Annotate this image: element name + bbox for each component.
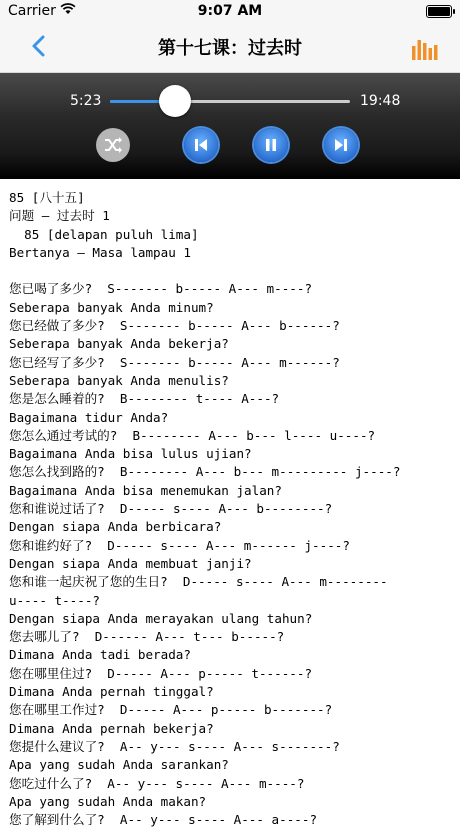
text-line: 您和谁说过话了? D----- s---- A--- b--------? xyxy=(9,501,333,517)
text-line: Seberapa banyak Anda minum? xyxy=(9,299,214,315)
text-line: Dengan siapa Anda berbicara? xyxy=(9,519,222,535)
page-title: 第十七课：过去时 xyxy=(158,38,302,59)
text-line: 您怎么找到路的? B-------- A--- b--- m--------- j----? xyxy=(9,464,401,480)
text-line: Bagaimana Anda bisa menemukan jalan? xyxy=(9,482,282,498)
next-button[interactable] xyxy=(324,128,358,162)
text-line: 您去哪儿了? D------ A--- t--- b-----? xyxy=(9,629,285,645)
audio-player xyxy=(0,73,460,179)
skip-back-icon xyxy=(184,128,218,162)
text-line: 您和谁约好了? D----- s---- A--- m------ j----? xyxy=(9,537,350,553)
current-time: 5:23 xyxy=(70,93,102,109)
text-line: 您已经写了多少? S------- b----- A--- m------? xyxy=(9,354,340,370)
text-line xyxy=(9,262,451,280)
carrier-label: Carrier xyxy=(8,3,56,19)
battery-icon xyxy=(426,5,452,18)
text-line: Dengan siapa Anda membuat janji? xyxy=(9,555,252,571)
bars-icon[interactable] xyxy=(412,38,438,60)
slider-thumb[interactable] xyxy=(159,85,191,117)
total-time: 19:48 xyxy=(360,93,401,109)
text-line: 您是怎么睡着的? B-------- t---- A---? xyxy=(9,391,280,407)
skip-forward-icon xyxy=(324,128,358,162)
text-line: Bagaimana Anda bisa lulus ujian? xyxy=(9,446,252,462)
text-line: Dimana Anda pernah tinggal? xyxy=(9,684,214,700)
text-line: Apa yang sudah Anda makan? xyxy=(9,793,207,809)
text-line: Apa yang sudah Anda sarankan? xyxy=(9,757,229,773)
text-line: 您怎么通过考试的? B-------- A--- b--- l---- u----? xyxy=(9,427,376,443)
previous-button[interactable] xyxy=(184,128,218,162)
status-time: 9:07 AM xyxy=(197,3,263,19)
text-line: 您了解到什么了? A-- y--- s---- A--- a----? xyxy=(9,812,318,828)
shuffle-icon xyxy=(96,128,130,162)
text-line: Bertanya – Masa lampau 1 xyxy=(9,244,191,260)
text-line: 您在哪里住过? D----- A--- p----- t------? xyxy=(9,665,313,681)
status-bar xyxy=(0,0,460,22)
text-line: 您已经做了多少? S------- b----- A--- b------? xyxy=(9,318,340,334)
text-line: 85 [八十五] xyxy=(9,190,85,205)
pause-icon xyxy=(254,128,288,162)
progress-slider[interactable] xyxy=(110,100,350,103)
text-line: Dimana Anda pernah bekerja? xyxy=(9,720,214,736)
lesson-text xyxy=(0,179,460,829)
text-line: 问题 – 过去时 1 xyxy=(9,208,110,224)
nav-bar xyxy=(0,22,460,73)
text-line: 您提什么建议了? A-- y--- s---- A--- s-------? xyxy=(9,738,340,754)
pause-button[interactable] xyxy=(254,128,288,162)
shuffle-button[interactable] xyxy=(96,128,130,162)
text-line: Seberapa banyak Anda menulis? xyxy=(9,372,229,388)
text-line: 您已喝了多少? S------- b----- A--- m----? xyxy=(9,281,313,297)
text-line: 您吃过什么了? A-- y--- s---- A--- m----? xyxy=(9,775,305,791)
text-line: 您和谁一起庆祝了您的生日? D----- s---- A--- m-------- xyxy=(9,574,388,590)
text-line: Seberapa banyak Anda bekerja? xyxy=(9,336,229,352)
text-line: Dengan siapa Anda merayakan ulang tahun? xyxy=(9,610,313,626)
text-line: Dimana Anda tadi berada? xyxy=(9,647,191,663)
text-line: 您在哪里工作过? D----- A--- p----- b-------? xyxy=(9,702,333,718)
text-line: Bagaimana tidur Anda? xyxy=(9,409,169,425)
text-line: 85 [delapan puluh lima] xyxy=(9,226,199,242)
text-line: u---- t----? xyxy=(9,592,100,608)
